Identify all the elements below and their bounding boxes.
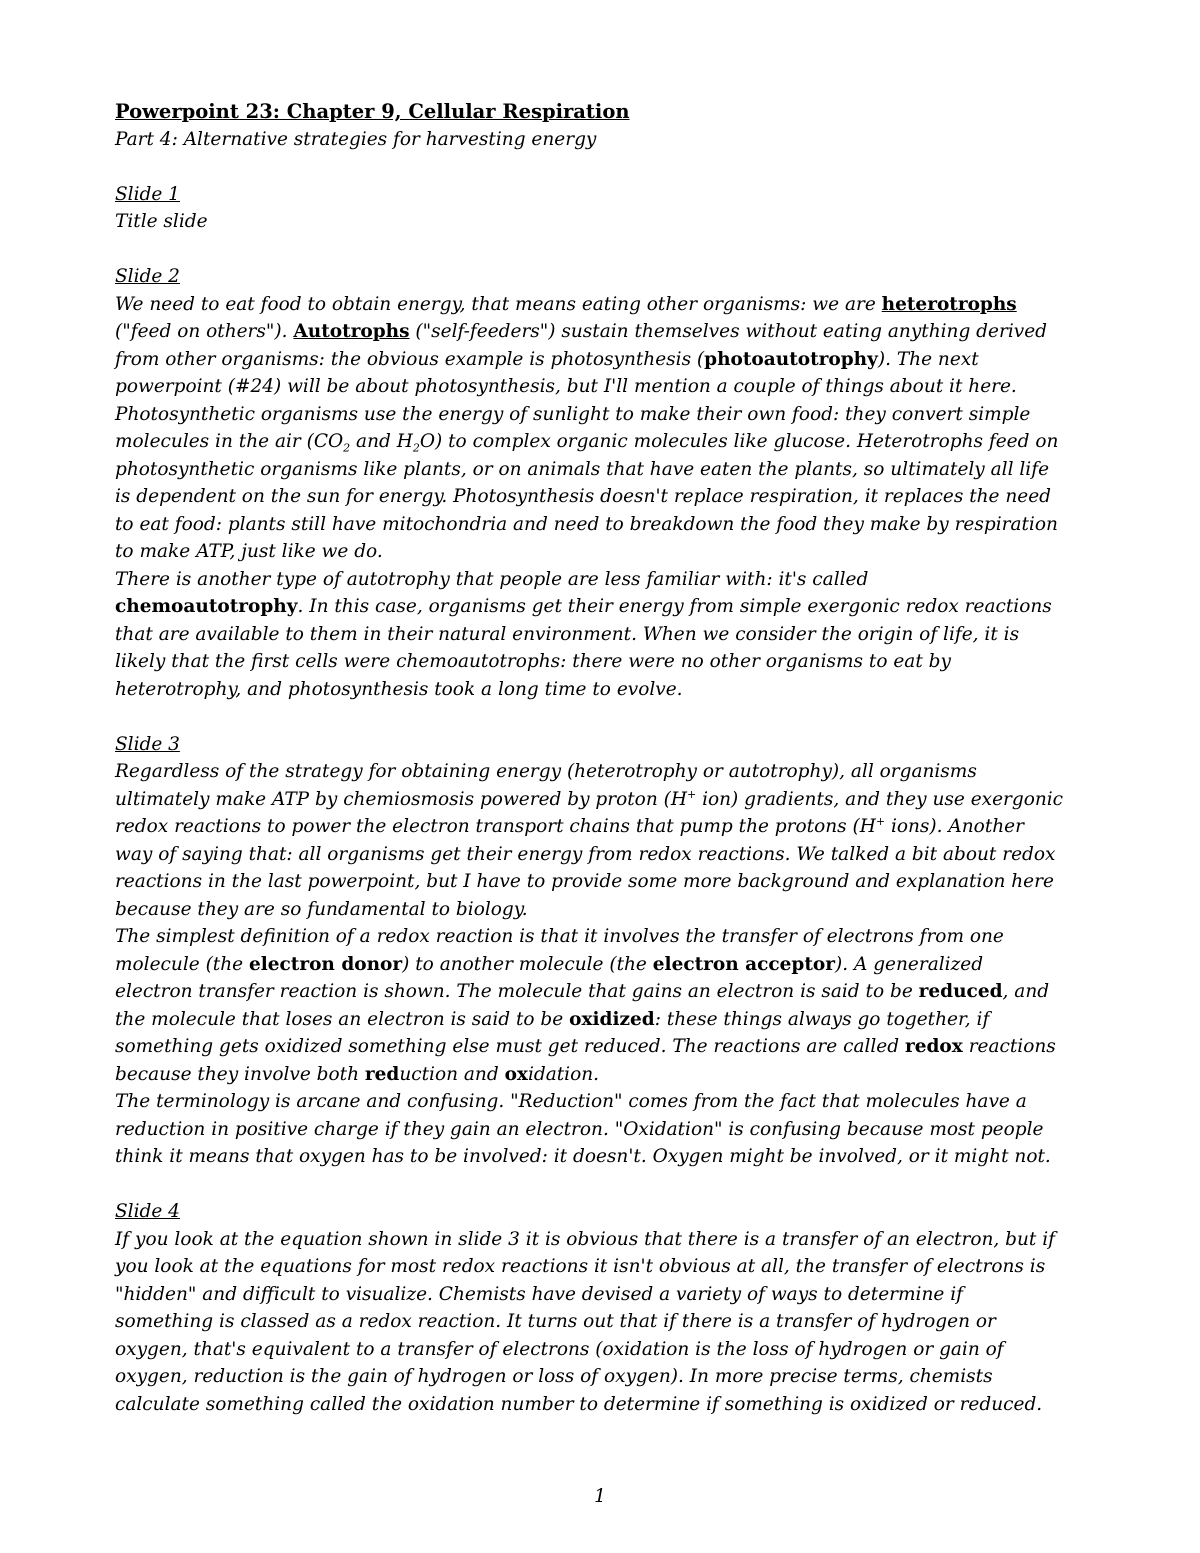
term-electron-donor: electron donor [248,953,403,975]
text-run: . In this case, organisms get their energy from simple exergonic redox reactions [297,596,1052,617]
text-run: ultimately make ATP by chemiosmosis powered by proton (H [115,788,687,810]
term-electron-acceptor: electron acceptor [652,953,835,975]
term-autotrophs: Autotrophs [293,321,410,342]
text-run: uction and [399,1063,505,1085]
paragraph-line: "hidden" and difficult to visualize. Chemists have devised a variety of ways to determine if [115,1283,963,1305]
paragraph-line [115,291,1095,319]
text-run: because they involve both [115,1063,365,1085]
spacer [115,236,1095,264]
spacer [115,703,1095,731]
paragraph-line: oxygen, that's equivalent to a transfer of electrons (oxidation is the loss of hydrogen or gain of [115,1338,1004,1360]
slide-1-label: Slide 1 [115,183,180,205]
slide-3-label: Slide 3 [115,733,180,755]
paragraph-line: to eat food: plants still have mitochondria and need to breakdown the food they make by respiration [115,513,1058,535]
paragraph-line: think it means that oxygen has to be involved: it doesn't. Oxygen might be involved, or it might not. [115,1146,1051,1167]
spacer [115,1171,1095,1199]
paragraph-line [115,1061,1095,1089]
paragraph-line: reduction in positive charge if they gain an electron. "Oxidation" is confusing because most people [115,1118,1044,1140]
superscript: + [875,814,886,828]
text-run: : these things always go together, if [654,1008,990,1030]
text-run: O) to complex organic molecules like glucose. Heterotrophs feed on [419,431,1059,452]
paragraph-line: There is another type of autotrophy that people are less familiar with: it's called [115,568,869,590]
text-run: ion) gradients, and they use exergonic [696,788,1064,810]
text-run: We need to eat food to obtain energy, that means eating other organisms: we are [115,293,882,315]
text-run: molecule (the [115,953,249,975]
text-run: electron transfer reaction is shown. The molecule that gains an electron is said to be [115,981,919,1002]
paragraph-line: reactions in the last powerpoint, but I have to provide some more background and explanation here [115,871,1054,892]
subscript: 2 [343,441,351,455]
paragraph-line: The simplest definition of a redox reaction is that it involves the transfer of electrons from one [115,926,1004,947]
text-run: molecules in the air (CO [115,431,344,452]
paragraph-line: heterotrophy, and photosynthesis took a long time to evolve. [115,678,683,700]
subscript: 2 [412,441,420,455]
text-run: the molecule that loses an electron is said to be [115,1008,570,1030]
term-reduced: reduced [918,981,1003,1002]
text-run: ) to another molecule (the [402,953,653,975]
paragraph-line: If you look at the equation shown in slide 3 it is obvious that there is a transfer of an electron, but if [115,1228,1055,1250]
paragraph-line [115,951,1095,979]
paragraph-line: likely that the first cells were chemoautotrophs: there were no other organisms to eat by [115,651,951,672]
slide-4-label: Slide 4 [115,1201,180,1222]
page-number: 1 [594,1486,606,1507]
document-body [115,98,1095,1418]
paragraph-line: something is classed as a redox reaction. It turns out that if there is a transfer of hydrogen or [115,1311,996,1332]
spacer [115,153,1095,181]
term-photoautotrophy: photoautotrophy [704,348,878,370]
paragraph-line: powerpoint (#24) will be about photosynthesis, but I'll mention a couple of things about it here. [115,376,1017,397]
text-run: ). The next [877,348,979,370]
paragraph-line: to make ATP, just like we do. [115,541,383,562]
paragraph-line: photosynthetic organisms like plants, or on animals that have eaten the plants, so ultimately all life [115,458,1050,480]
text-run: ("feed on others"). [115,321,294,342]
paragraph-line: is dependent on the sun for energy. Photosynthesis doesn't replace respiration, it replaces the need [115,486,1052,507]
paragraph-line [115,428,1095,456]
term-chemoautotrophy: chemoautotrophy [115,596,298,617]
paragraph-line: The terminology is arcane and confusing. "Reduction" comes from the fact that molecules have a [115,1091,1027,1112]
paragraph-line: Photosynthetic organisms use the energy of sunlight to make their own food: they convert simple [115,403,1031,425]
text-run: redox reactions to power the electron transport chains that pump the protons (H [115,816,876,837]
paragraph-line: way of saying that: all organisms get their energy from redox reactions. We talked a bit about redox [115,843,1056,865]
text-run: reactions [962,1036,1056,1057]
paragraph-line: you look at the equations for most redox reactions it isn't obvious at all, the transfer of electrons is [115,1256,1046,1277]
slide-1-text: Title slide [115,211,208,232]
superscript: + [686,787,697,801]
text-run: and H [350,431,413,452]
paragraph-line [115,1006,1095,1034]
term-heterotrophs: heterotrophs [881,293,1017,315]
bold-run: ox [504,1063,528,1085]
paragraph-line: that are available to them in their natural environment. When we consider the origin of life, it is [115,623,1020,645]
paragraph-line [115,978,1095,1006]
text-run: something gets oxidized something else must get reduced. The reactions are called [115,1036,905,1057]
paragraph-line [115,813,1095,841]
paragraph-line [115,346,1095,374]
term-oxidized: oxidized [569,1008,655,1030]
term-redox: redox [904,1036,963,1057]
paragraph-line [115,318,1095,346]
text-run: ("self-feeders") sustain themselves without eating anything derived [409,321,1047,342]
paragraph-line: oxygen, reduction is the gain of hydrogen or loss of oxygen). In more precise terms, chemists [115,1366,993,1387]
paragraph-line [115,593,1095,621]
document-title: Powerpoint 23: Chapter 9, Cellular Respiration [115,100,630,123]
paragraph-line: Regardless of the strategy for obtaining energy (heterotrophy or autotrophy), all organisms [115,761,977,782]
paragraph-line: because they are so fundamental to biology. [115,898,528,920]
text-run: , and [1002,981,1050,1002]
paragraph-line: calculate something called the oxidation number to determine if something is oxidized or reduced. [115,1393,1043,1415]
text-run: ). A generalized [834,953,984,975]
slide-2-label: Slide 2 [115,266,180,287]
paragraph-line [115,1033,1095,1061]
paragraph-line [115,786,1095,814]
bold-run: red [364,1063,400,1085]
text-run: from other organisms: the obvious example is photosynthesis ( [115,348,705,370]
document-subtitle: Part 4: Alternative strategies for harvesting energy [115,128,597,150]
text-run: ions). Another [885,816,1024,837]
text-run: idation. [527,1063,600,1085]
